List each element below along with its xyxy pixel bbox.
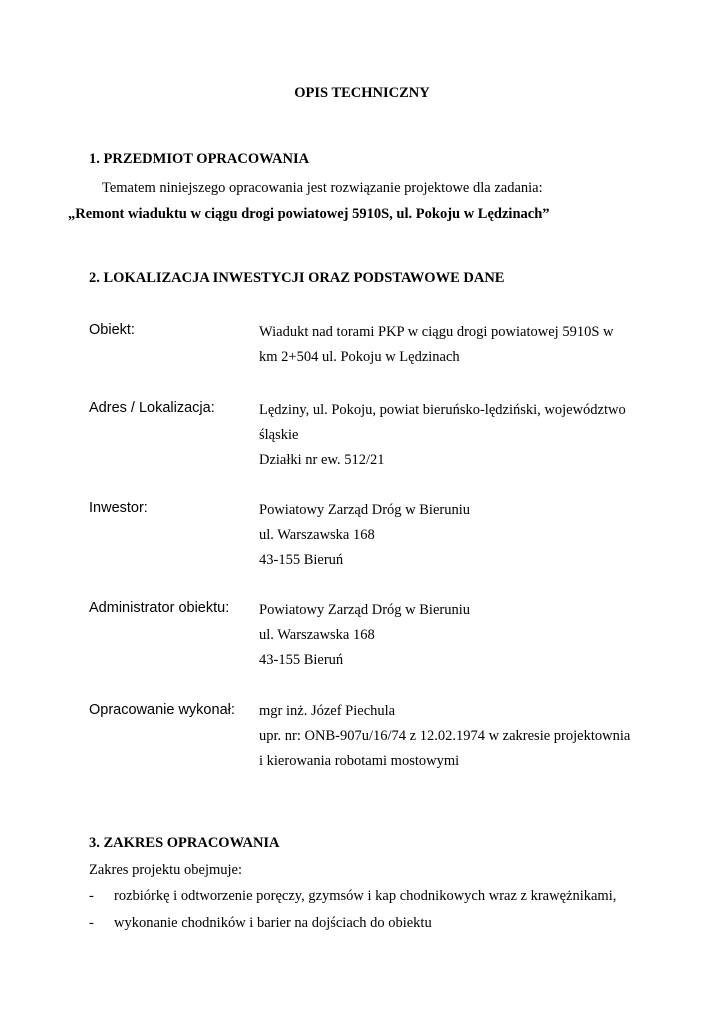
label-administrator: Administrator obiektu: xyxy=(89,600,230,616)
value-line: Wiadukt nad torami PKP w ciągu drogi powiatowej 5910S w xyxy=(259,324,614,340)
value-line: Działki nr ew. 512/21 xyxy=(259,452,385,468)
label-opracowanie: Opracowanie wykonał: xyxy=(89,702,235,718)
value-line: Powiatowy Zarząd Dróg w Bieruniu xyxy=(259,502,471,518)
value-administrator xyxy=(259,598,470,673)
label-obiekt: Obiekt: xyxy=(89,322,135,338)
label-inwestor: Inwestor: xyxy=(89,500,148,516)
value-line: ul. Warszawska 168 xyxy=(259,627,375,643)
value-line: 43-155 Bieruń xyxy=(259,552,344,568)
value-line: km 2+504 ul. Pokoju w Lędzinach xyxy=(259,349,460,365)
section-3-intro: Zakres projektu obejmuje: xyxy=(89,862,243,878)
bullet-marker: - xyxy=(89,888,94,904)
section-1-task-title: „Remont wiaduktu w ciągu drogi powiatowej 5910S, ul. Pokoju w Lędzinach” xyxy=(68,206,550,222)
value-opracowanie xyxy=(259,699,630,774)
section-1-heading: 1. PRZEDMIOT OPRACOWANIA xyxy=(89,151,310,167)
value-line: Lędziny, ul. Pokoju, powiat bieruńsko-lędziński, województwo xyxy=(259,402,626,418)
value-obiekt xyxy=(259,320,614,370)
value-line: 43-155 Bieruń xyxy=(259,652,344,668)
value-line: i kierowania robotami mostowymi xyxy=(259,753,460,769)
value-line: ul. Warszawska 168 xyxy=(259,527,375,543)
section-1-intro: Tematem niniejszego opracowania jest rozwiązanie projektowe dla zadania: xyxy=(102,180,543,196)
value-adres xyxy=(259,398,626,473)
bullet-marker: - xyxy=(89,915,94,931)
list-item: rozbiórkę i odtworzenie poręczy, gzymsów i kap chodnikowych wraz z krawężnikami, xyxy=(114,888,617,904)
list-item: wykonanie chodników i barier na dojściach do obiektu xyxy=(114,915,432,931)
value-line: śląskie xyxy=(259,427,299,443)
section-2-heading: 2. LOKALIZACJA INWESTYCJI ORAZ PODSTAWOWE DANE xyxy=(89,270,505,286)
value-inwestor xyxy=(259,498,470,573)
page-title: OPIS TECHNICZNY xyxy=(294,85,430,101)
label-adres: Adres / Lokalizacja: xyxy=(89,400,215,416)
section-3-heading: 3. ZAKRES OPRACOWANIA xyxy=(89,835,280,851)
value-line: upr. nr: ONB-907u/16/74 z 12.02.1974 w zakresie projektownia xyxy=(259,728,631,744)
value-line: Powiatowy Zarząd Dróg w Bieruniu xyxy=(259,602,471,618)
value-line: mgr inż. Józef Piechula xyxy=(259,703,396,719)
